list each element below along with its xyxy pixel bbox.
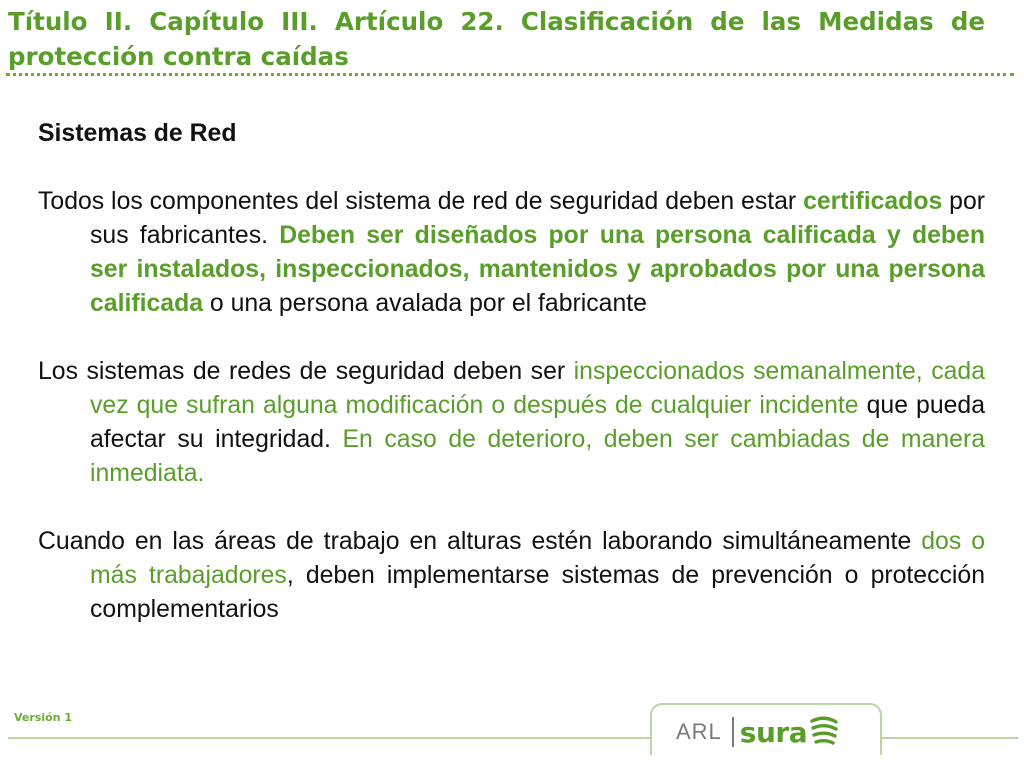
highlight-inspection-frequency: inspeccionados semanalmente, cada vez que sufran alguna modificación o después de cualquier incidente: [90, 358, 985, 419]
logo-arl-text: ARL: [676, 719, 722, 744]
paragraph-text: Todos los componentes del sistema de red de seguridad deben estar: [38, 188, 804, 215]
logo-sura-text: sura: [739, 715, 808, 749]
slide-title: Título II. Capítulo III. Artículo 22. Clasificación de las Medidas de protección contra caídas: [8, 7, 985, 71]
paragraph-text: o una persona avalada por el fabricante: [203, 290, 647, 317]
paragraph-components: [38, 185, 985, 321]
paragraph-text: Cuando en las áreas de trabajo en alturas estén laborando simultáneamente: [38, 528, 922, 555]
paragraph-inspection: [38, 355, 985, 491]
version-label: Versión 1: [14, 711, 72, 724]
highlight-workers: dos o más trabajadores: [90, 528, 985, 589]
paragraph-simultaneous-work: [38, 525, 985, 627]
paragraph-text: que pueda afectar su integridad.: [90, 392, 985, 453]
arl-sura-logo: [676, 712, 839, 752]
slide-content: [38, 117, 985, 627]
title-dotted-divider: [6, 73, 1014, 76]
highlight-certificados: certificados: [803, 188, 943, 215]
logo-divider: [732, 717, 734, 747]
sura-swoosh-icon: [809, 714, 839, 750]
highlight-qualified-person: Deben ser diseñados por una persona calificada y deben ser instalados, inspeccionados, mantenidos y aprobados por una persona calificada: [90, 222, 985, 317]
paragraph-text: Los sistemas de redes de seguridad deben ser: [38, 358, 574, 385]
section-heading: Sistemas de Red: [38, 120, 237, 147]
highlight-replacement: En caso de deterioro, deben ser cambiadas de manera inmediata.: [90, 426, 985, 487]
paragraph-text: por sus fabricantes.: [90, 188, 985, 249]
paragraph-text: , deben implementarse sistemas de prevención o protección complementarios: [90, 562, 985, 623]
